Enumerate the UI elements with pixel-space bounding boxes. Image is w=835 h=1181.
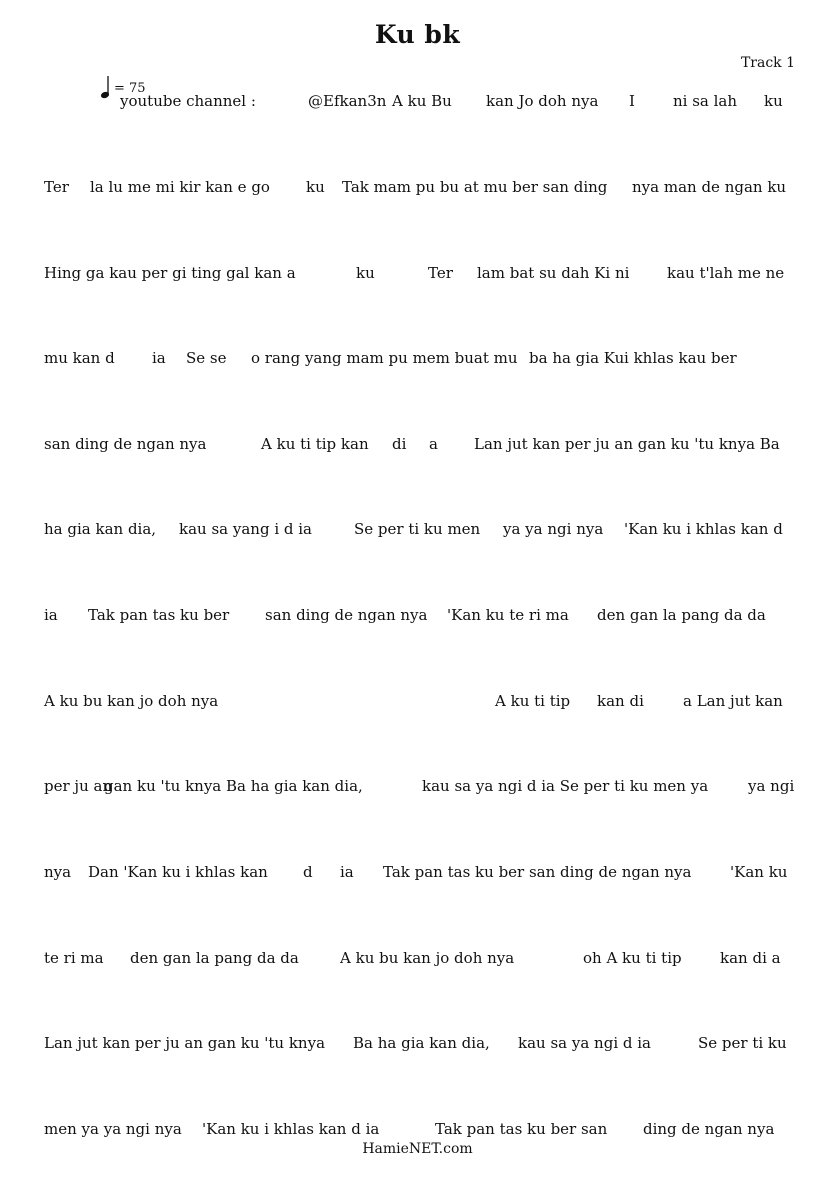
lyric-line <box>44 347 796 369</box>
footer-site: HamieNET.com <box>362 1141 473 1157</box>
lyric-syllable-group: ha gia kan dia, <box>44 520 157 538</box>
lyric-syllable-group: kan Jo doh nya <box>486 92 599 110</box>
lyric-syllable-group: san ding de ngan nya <box>44 435 207 453</box>
lyric-syllable-group: ia <box>340 863 354 881</box>
lyric-line <box>44 1118 796 1140</box>
song-title: Ku bk <box>374 20 461 49</box>
tempo-marking: = 75 <box>114 81 146 96</box>
lyric-syllable-group: mu kan d <box>44 349 115 367</box>
lyric-syllable-group: I <box>629 92 635 110</box>
lyric-syllable-group: nya <box>44 863 72 881</box>
lyric-syllable-group: men ya ya ngi nya <box>44 1120 182 1138</box>
lyric-syllable-group: ya ya ngi nya <box>503 520 604 538</box>
lyric-syllable-group: di <box>392 435 407 453</box>
lyric-syllable-group: a Lan jut kan <box>683 692 783 710</box>
lyric-syllable-group: 'Kan ku i khlas kan d ia <box>202 1120 380 1138</box>
lyric-line <box>44 1032 796 1054</box>
lyric-syllable-group: ding de ngan nya <box>643 1120 775 1138</box>
lyric-syllable-group: te ri ma <box>44 949 104 967</box>
lyric-syllable-group: ku <box>764 92 783 110</box>
lyric-syllable-group: kan di <box>597 692 644 710</box>
lyric-syllable-group: per ju an <box>44 777 113 795</box>
lyric-line <box>44 176 796 198</box>
lyric-syllable-group: Ba ha gia kan dia, <box>353 1034 490 1052</box>
lyric-syllable-group: @Efkan3n <box>308 92 387 110</box>
lyric-syllable-group: Se se <box>186 349 227 367</box>
lyric-syllable-group: Tak pan tas ku ber san <box>435 1120 608 1138</box>
lyric-syllable-group: kau sa ya ngi d ia Se per ti ku men ya <box>422 777 709 795</box>
lyric-syllable-group: kau sa ya ngi d ia <box>518 1034 651 1052</box>
lyric-line <box>44 861 796 883</box>
lyric-syllable-group: A ku bu kan jo doh nya <box>44 692 219 710</box>
lyric-syllable-group: Ter <box>44 178 69 196</box>
lyric-syllable-group: i khlas kau ber <box>624 349 737 367</box>
lyric-syllable-group: 'Kan ku te ri ma <box>447 606 569 624</box>
lyric-syllable-group: A ku Bu <box>392 92 452 110</box>
lyric-syllable-group: Lan jut kan per ju an gan ku 'tu knya Ba <box>474 435 780 453</box>
lyric-line <box>44 518 796 540</box>
lyric-syllable-group: A ku ti tip <box>495 692 571 710</box>
lyric-syllable-group: A ku bu kan jo doh nya <box>340 949 515 967</box>
lyric-syllable-group: ya ngi <box>748 777 795 795</box>
lyric-syllable-group: youtube channel : <box>120 92 256 110</box>
lyric-syllable-group: den gan la pang da da <box>130 949 299 967</box>
lyric-syllable-group: Se per ti ku men <box>354 520 481 538</box>
lyric-line <box>44 947 796 969</box>
lyric-syllable-group: ni sa lah <box>673 92 738 110</box>
lyric-syllable-group: Lan jut kan per ju an gan ku 'tu knya <box>44 1034 326 1052</box>
lyric-syllable-group: Ter <box>428 264 453 282</box>
lyric-syllable-group: oh A ku ti tip <box>583 949 682 967</box>
lyric-line <box>44 604 796 626</box>
lyric-syllable-group: Hing ga kau per gi ting gal kan a <box>44 264 296 282</box>
lyric-syllable-group: A ku ti tip kan <box>261 435 369 453</box>
lyric-syllable-group: d <box>303 863 313 881</box>
lyric-syllable-group: Tak mam pu bu at mu ber san ding <box>342 178 608 196</box>
lyric-line <box>44 433 796 455</box>
lyric-syllable-group: nya man de ngan ku <box>632 178 787 196</box>
lyric-syllable-group: Tak pan tas ku ber <box>88 606 230 624</box>
lyric-line <box>44 90 796 112</box>
lyric-syllable-group: ku <box>306 178 325 196</box>
lyric-syllable-group: o rang yang mam pu mem buat mu <box>251 349 518 367</box>
lyric-syllable-group: Se per ti ku <box>698 1034 787 1052</box>
lyric-syllable-group: 'Kan ku <box>730 863 788 881</box>
lyric-syllable-group: kau sa yang i d ia <box>179 520 312 538</box>
lyric-syllable-group: gan ku 'tu knya Ba ha gia kan dia, <box>104 777 363 795</box>
lyric-syllable-group: la lu me mi kir kan e go <box>90 178 270 196</box>
lyric-line <box>44 775 796 797</box>
lyric-syllable-group: Tak pan tas ku ber san ding de ngan nya <box>383 863 692 881</box>
lyric-syllable-group: den gan la pang da da <box>597 606 766 624</box>
lyric-line <box>44 690 796 712</box>
lyric-syllable-group: a <box>429 435 438 453</box>
lyric-syllable-group: kau t'lah me ne <box>667 264 785 282</box>
lyric-syllable-group: 'Kan ku i khlas kan d <box>624 520 783 538</box>
lyric-syllable-group: ia <box>44 606 58 624</box>
lyric-syllable-group: ba ha gia Ku <box>529 349 625 367</box>
lyric-line <box>44 262 796 284</box>
lyric-syllable-group: ku <box>356 264 375 282</box>
lyric-syllable-group: san ding de ngan nya <box>265 606 428 624</box>
lyric-syllable-group: ia <box>152 349 166 367</box>
track-label: Track 1 <box>740 55 795 71</box>
lyric-syllable-group: kan di a <box>720 949 781 967</box>
lyric-syllable-group: Dan 'Kan ku i khlas kan <box>88 863 268 881</box>
lyric-syllable-group: lam bat su dah Ki ni <box>477 264 630 282</box>
